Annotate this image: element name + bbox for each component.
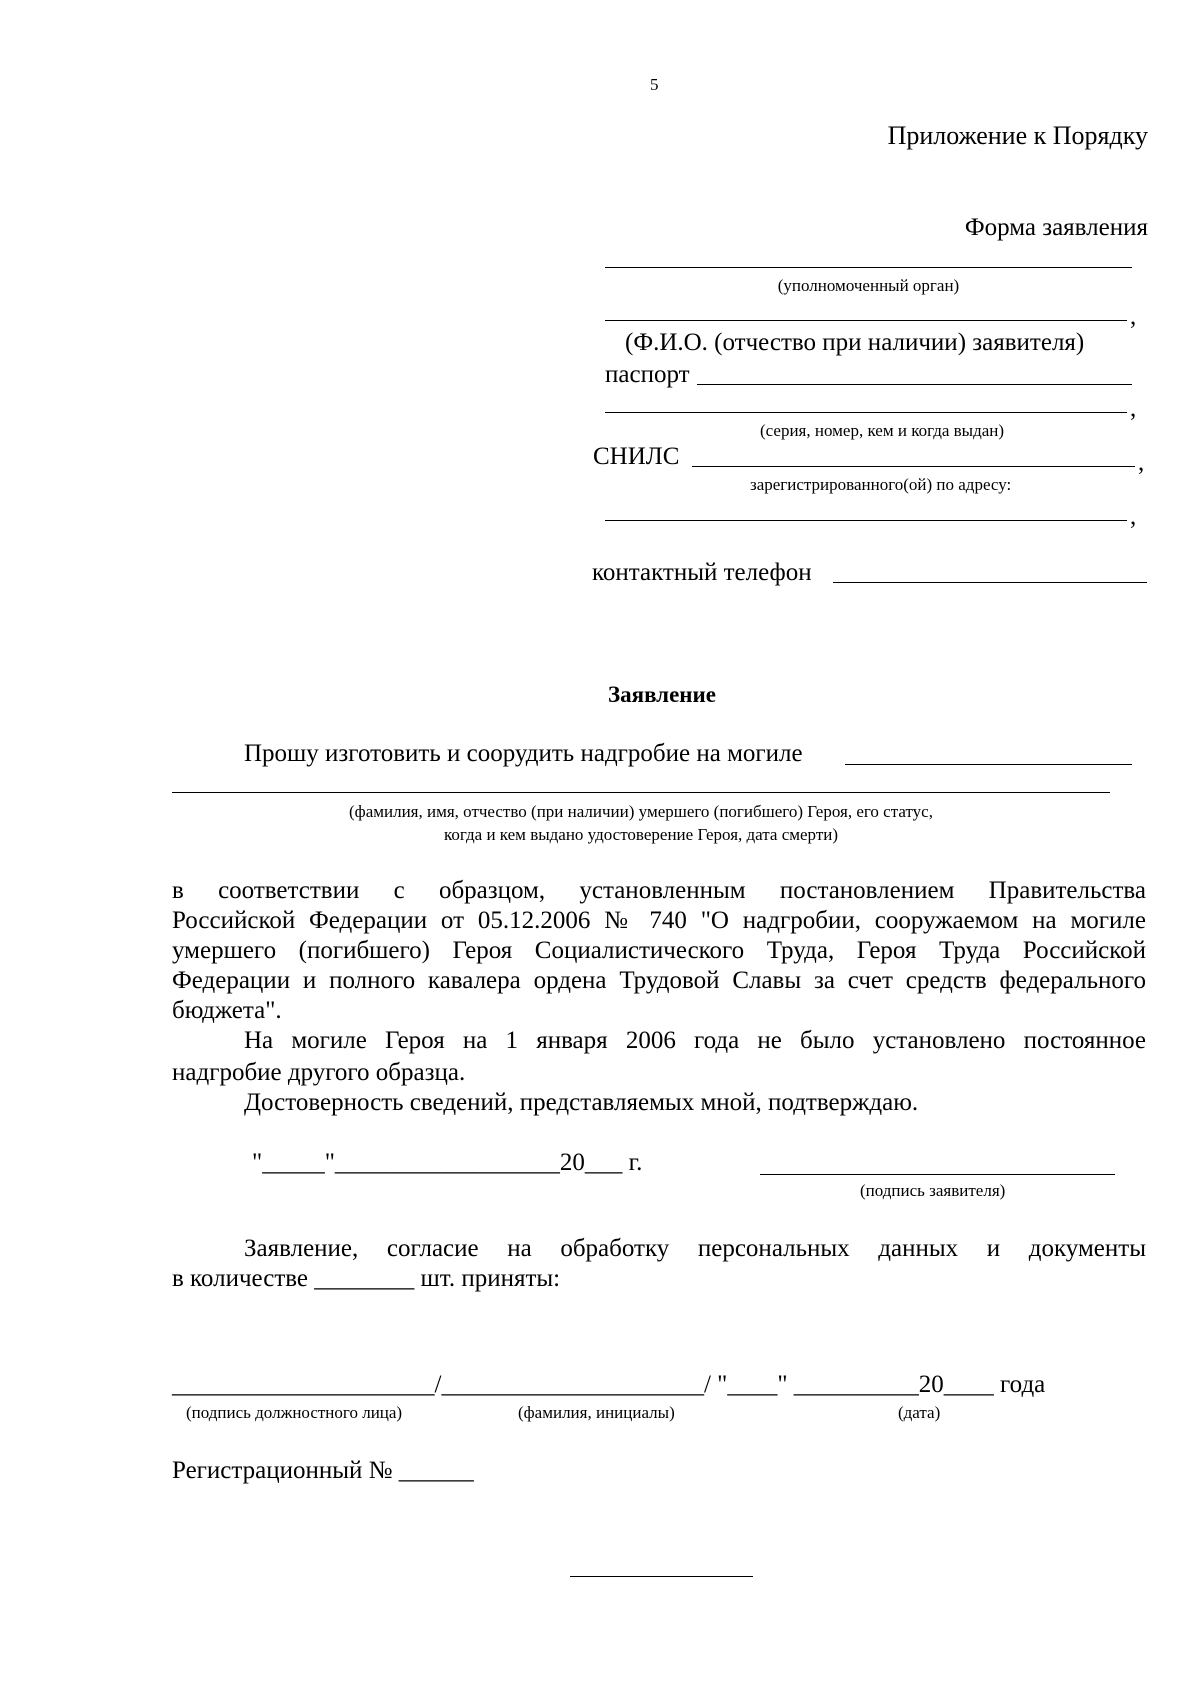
phone-line [833,582,1147,583]
initials-caption: (фамилия, инициалы) [518,1403,675,1422]
fio-line [605,320,1127,321]
request-text: Прошу изготовить и соорудить надгробие на могиле [244,740,803,767]
date-caption: (дата) [898,1403,941,1422]
official-caption: (подпись должностного лица) [186,1403,403,1422]
hero-line-2 [172,792,1110,793]
passport-caption: (серия, номер, кем и когда выдан) [760,421,1005,440]
closing-divider [570,1576,753,1577]
registration-number: Регистрационный № ______ [172,1457,474,1484]
para2-line2: надгробие другого образца. [172,1059,466,1086]
body-line: в соответствии с образцом, установленным постановлением Правительства [172,877,1146,904]
date-line: "_____"__________________20___ г. [252,1149,643,1176]
comma: , [1130,303,1137,330]
body-line: Федерации и полного кавалера ордена Трудовой Славы за счет средств федерального [172,967,1146,994]
passport-line [697,384,1132,385]
authority-line [605,267,1132,268]
body-last-line: бюджета". [172,997,282,1024]
confirmation-text: Достоверность сведений, представляемых мной, подтверждаю. [244,1089,919,1116]
snils-label: СНИЛС [593,443,680,470]
hero-line [845,764,1132,765]
body-line: Российской Федерации от 05.12.2006 № 740 "О надгробии, сооружаемом на могиле [172,907,1146,934]
address-line [605,520,1127,521]
passport-line-2 [605,412,1127,413]
comma: , [1130,503,1137,530]
acceptance-line2: в количестве ________ шт. приняты: [172,1265,561,1292]
body-line: умершего (погибшего) Героя Социалистического Труда, Героя Труда Российской [172,937,1146,964]
fio-caption: (Ф.И.О. (отчество при наличии) заявителя) [625,329,1085,356]
para2-line1: На могиле Героя на 1 января 2006 года не было установлено постоянное [244,1027,1146,1054]
appendix-label: Приложение к Порядку [887,121,1148,150]
page-number: 5 [650,75,659,94]
comma: , [1130,395,1137,422]
hero-caption-line1: (фамилия, имя, отчество (при наличии) умершего (погибшего) Героя, его статус, [349,802,933,821]
signature-line [760,1174,1115,1175]
form-title: Форма заявления [964,214,1148,241]
signature-caption: (подпись заявителя) [860,1181,1006,1200]
passport-label: паспорт [605,361,690,388]
snils-line [692,466,1135,467]
comma: , [1138,449,1145,476]
acceptance-line1: Заявление, согласие на обработку персональных данных и документы [244,1235,1146,1262]
address-caption: зарегистрированного(ой) по адресу: [750,475,1012,494]
official-sign-line: _____________________/_____________________/ "____" __________20____ года [172,1371,1046,1398]
hero-caption-line2: когда и кем выдано удостоверение Героя, дата смерти) [443,825,839,844]
statement-title: Заявление [607,682,717,707]
authority-caption: (уполномоченный орган) [777,276,960,295]
phone-label: контактный телефон [592,559,812,586]
